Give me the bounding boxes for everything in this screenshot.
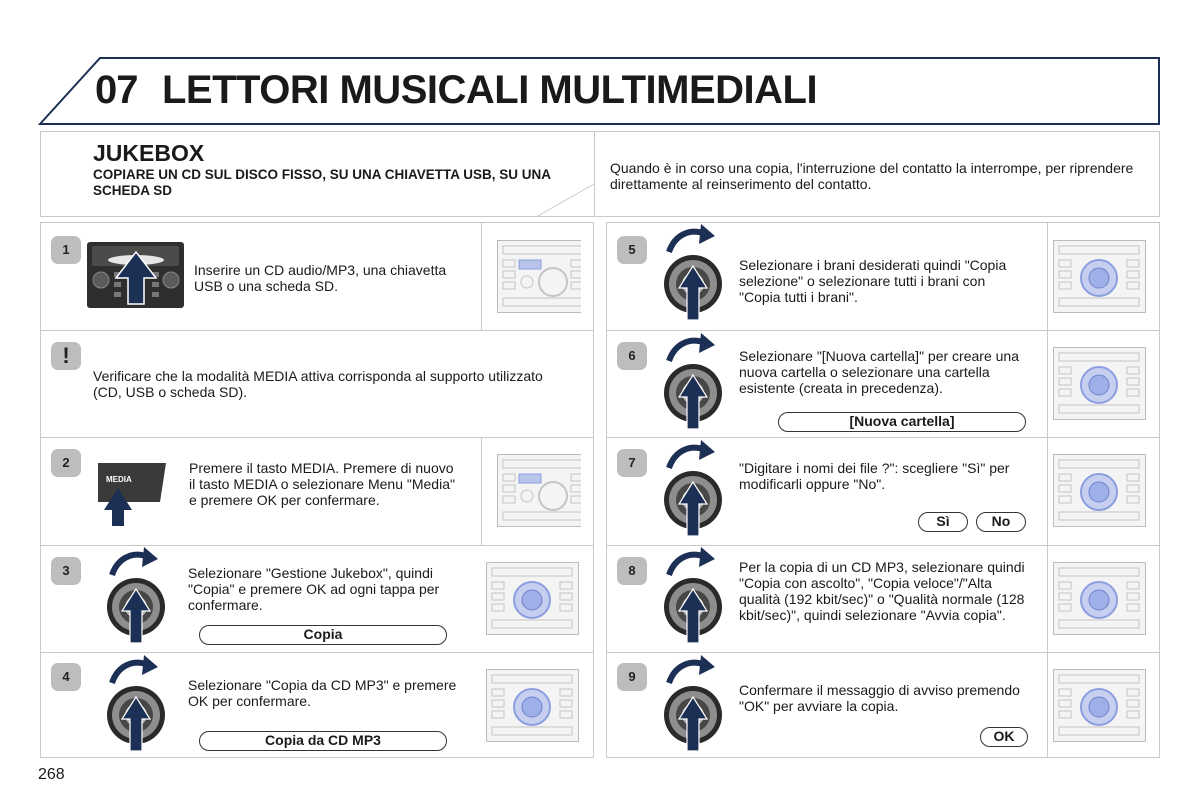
step-1-text: Inserire un CD audio/MP3, una chiavetta USB o una scheda SD.	[194, 262, 447, 294]
step-9-text: Confermare il messaggio di avviso premendo "OK" per avviare la copia.	[739, 682, 1020, 714]
step-2-thumb-divider	[481, 437, 482, 546]
radio-panel-thumbnail	[1053, 347, 1149, 423]
step-1-badge: 1	[51, 236, 81, 264]
ok-button[interactable]: OK	[980, 727, 1028, 747]
warning-text: Verificare che la modalità MEDIA attiva corrisponda al supporto utilizzato (CD, USB o scheda SD).	[93, 368, 543, 400]
step-9-badge: 9	[617, 663, 647, 691]
rotary-knob-icon	[106, 545, 166, 649]
radio-panel-thumbnail	[486, 562, 582, 638]
step-8-text: Per la copia di un CD MP3, selezionare quindi "Copia con ascolto", "Copia veloce"/"Alta qualità (192 kbit/sec)" o "Qualità normale (128 kbit/sec)", quindi selezionare "Avvia copia".	[739, 559, 1025, 623]
section-title: JUKEBOX	[93, 140, 205, 166]
step-5-badge: 5	[617, 236, 647, 264]
step-2-text: Premere il tasto MEDIA. Premere di nuovo il tasto MEDIA o selezionare Menu "Media" e premere OK per confermare.	[189, 460, 455, 508]
no-button[interactable]: No	[976, 512, 1026, 532]
step-3-badge: 3	[51, 557, 81, 585]
nuova-cartella-button[interactable]: [Nuova cartella]	[778, 412, 1026, 432]
warning-badge: !	[51, 342, 81, 370]
radio-panel-thumbnail	[1053, 454, 1149, 530]
right-thumb-divider	[1047, 222, 1048, 758]
cd-player-illustration	[86, 240, 186, 312]
chapter-title: LETTORI MUSICALI MULTIMEDIALI	[162, 68, 818, 112]
step-8-badge: 8	[617, 557, 647, 585]
chapter-number: 07	[95, 68, 138, 112]
copia-da-cd-mp3-button[interactable]: Copia da CD MP3	[199, 731, 447, 751]
rotary-knob-icon	[663, 545, 723, 649]
step-5-text: Selezionare i brani desiderati quindi "Copia selezione" o selezionare tutti i brani con "Copia tutti i brani".	[739, 257, 1007, 305]
step-2-badge: 2	[51, 449, 81, 477]
radio-panel-thumbnail	[1053, 669, 1149, 745]
step-4-text: Selezionare "Copia da CD MP3" e premere OK per confermare.	[188, 677, 457, 709]
interruption-note: Quando è in corso una copia, l'interruzione del contatto la interrompe, per riprendere direttamente al reinserimento del contatto.	[610, 160, 1134, 192]
media-key-illustration	[94, 460, 172, 528]
rotary-knob-icon	[663, 331, 723, 435]
step-7-text: "Digitare i nomi dei file ?": scegliere "Sì" per modificarli oppure "No".	[739, 460, 1010, 492]
rotary-knob-icon	[663, 438, 723, 542]
page-number: 268	[38, 766, 65, 783]
step-6-text: Selezionare "[Nuova cartella]" per creare una nuova cartella o selezionare una cartella esistente (creata in precedenza).	[739, 348, 1019, 396]
copia-button[interactable]: Copia	[199, 625, 447, 645]
rotary-knob-icon	[106, 653, 166, 757]
step-1-thumb-divider	[481, 222, 482, 331]
radio-panel-thumbnail	[486, 669, 582, 745]
radio-panel-thumbnail	[1053, 240, 1149, 316]
rotary-knob-icon	[663, 222, 723, 326]
radio-panel-thumbnail	[497, 240, 581, 316]
section-subtitle: COPIARE UN CD SUL DISCO FISSO, SU UNA CHIAVETTA USB, SU UNA SCHEDA SD	[93, 167, 551, 198]
step-7-badge: 7	[617, 449, 647, 477]
rotary-knob-icon	[663, 653, 723, 757]
step-6-badge: 6	[617, 342, 647, 370]
media-key-label: MEDIA	[106, 475, 132, 484]
step-3-text: Selezionare "Gestione Jukebox", quindi "Copia" e premere OK ad ogni tappa per confermare.	[188, 565, 440, 613]
radio-panel-thumbnail	[1053, 562, 1149, 638]
radio-panel-thumbnail	[497, 454, 581, 530]
si-button[interactable]: Sì	[918, 512, 968, 532]
step-4-badge: 4	[51, 663, 81, 691]
